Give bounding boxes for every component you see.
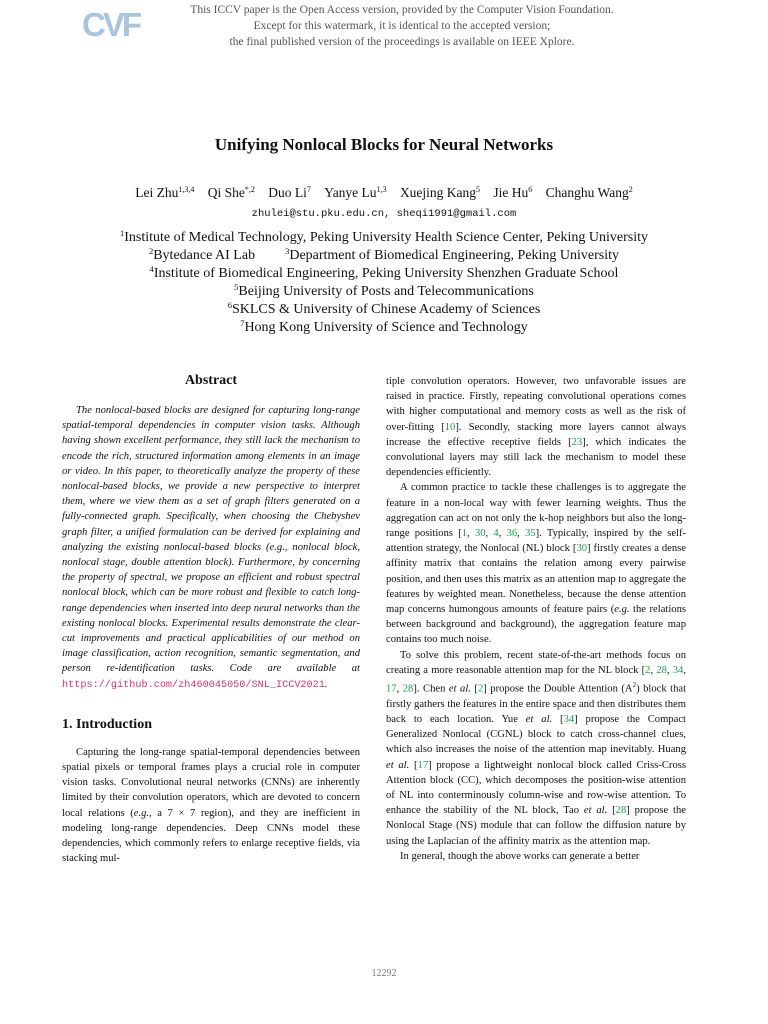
- affiliation: $^7$Hong Kong University of Science and Technology: [240, 318, 528, 335]
- citation-link[interactable]: 28: [656, 664, 667, 676]
- citation-link[interactable]: 28: [402, 683, 414, 695]
- intro-heading: 1. Introduction: [62, 716, 152, 732]
- author: Jie Hu$^6$: [493, 185, 533, 200]
- author: Lei Zhu$^{1,3,4}$: [135, 185, 195, 200]
- citation-link[interactable]: 17: [386, 683, 397, 695]
- notice-line: This ICCV paper is the Open Access version, provided by the Computer Vision Foundation.: [190, 4, 614, 16]
- left-column: [62, 373, 360, 866]
- citation-link[interactable]: 2: [645, 664, 651, 676]
- citation-link[interactable]: 36: [506, 528, 518, 540]
- author: Qi She$^{*,2}$: [207, 185, 255, 200]
- author: Yanye Lu$^{1,3}$: [324, 185, 387, 200]
- body-paragraph: tiple convolution operators. However, two unfavorable issues are raised in practice. Firstly, repeating convolutional operations comes with higher computational and memory costs as well as the risk of over-fitting [10]. Secondly, stacking more layers cannot always increase the effective receptive fields [23], which indicates the convolutional layers may still lack the mechanism to model these dependencies efficiently.: [386, 376, 686, 479]
- affiliation: $^6$SKLCS & University of Chinese Academy of Sciences: [227, 300, 541, 317]
- citation-link[interactable]: 1: [461, 528, 468, 540]
- affiliation: $^5$Beijing University of Posts and Telecommunications: [234, 282, 534, 299]
- page-number: 12292: [371, 968, 397, 979]
- code-link[interactable]: https://github.com/zh460045050/SNL_ICCV2021: [62, 679, 325, 691]
- citation-link[interactable]: 35: [525, 528, 536, 540]
- citation-link[interactable]: 10: [444, 421, 456, 433]
- abstract-heading: Abstract: [184, 373, 238, 388]
- svg-text:CVF: CVF: [82, 6, 139, 42]
- citation-link[interactable]: 4: [493, 528, 499, 540]
- notice-line: the final published version of the proceedings is available on IEEE Xplore.: [229, 36, 575, 48]
- citation-link[interactable]: 2: [477, 683, 484, 695]
- citation-link[interactable]: 34: [672, 664, 684, 676]
- author: Duo Li$^7$: [268, 185, 311, 200]
- citation-link[interactable]: 34: [563, 714, 575, 725]
- affiliation: $^2$Bytedance AI Lab $^3$Department of Biomedical Engineering, Peking University: [148, 246, 620, 263]
- abstract-text: The nonlocal-based blocks are designed for capturing long-range spatial-temporal dependencies in computer vision tasks. Although having shown excellent performance, they still lack the mechanism to encode the rich, structured information among elements in an image or video. In this paper, to theoretically analyze the property of these nonlocal-based blocks, we provide a new perspective to interpret them, where we view them as a set of graph filters generated on a fully-connected graph. Specifically, when choosing the Chebyshev graph filter, a unified formulation can be derived for explaining and analyzing the existing nonlocal-based blocks (e.g., nonlocal block, nonlocal stage, double attention block). Furthermore, by concerning the property of spectral, we propose an efficient and robust spectral nonlocal block, which can be more robust and flexible to catch long-range dependencies when inserted into deep neural networks than the existing nonlocal blocks. Experimental results demonstrate the clear-cut improvements and practical applicabilities of our method on image classification, action recognition, semantic segmentation, and person re-identification tasks. Code are available at https://github.com/zh460045050/SNL_ICCV2021.: [62, 405, 360, 691]
- affiliation: $^1$Institute of Medical Technology, Peking University Health Science Center, Peking University: [120, 228, 648, 245]
- notice-line: Except for this watermark, it is identical to the accepted version;: [253, 20, 551, 32]
- author: Xuejing Kang$^5$: [399, 185, 481, 200]
- affiliation: $^4$Institute of Biomedical Engineering, Peking University Shenzhen Graduate School: [149, 264, 619, 281]
- open-access-notice: [140, 2, 664, 50]
- paper-title: Unifying Nonlocal Blocks for Neural Networks: [214, 135, 554, 154]
- author-list: [0, 185, 768, 201]
- citation-link[interactable]: 17: [417, 759, 429, 771]
- body-paragraph: To solve this problem, recent state-of-the-art methods focus on creating a more reasonable attention map for the NL block [2, 28, 34, 17, 28]. Chen et al. [2] propose the Double Attention $(A^2)$ block that firstly gathers the features in the entire space and then distributes them back to each location. Yue et al. [34] propose the Compact Generalized Nonlocal (CGNL) block to catch cross-channel clues, which also increases the noise of the attention map inevitably. Huang et al. [17] propose a lightweight nonlocal block called Criss-Cross Attention block (CC), which decomposes the position-wise attention of NL into conterminously column-wise and row-wise attention. To enhance the stability of the NL block, Tao et al. [28] propose the Nonlocal Stage (NS) module that can follow the diffusion nature by using the Laplacian of the affinity matrix as the attention map.: [386, 649, 687, 847]
- author: Changhu Wang$^2$: [545, 185, 633, 200]
- citation-link[interactable]: 30: [576, 543, 588, 555]
- cvf-logo: [82, 6, 142, 42]
- body-paragraph: A common practice to tackle these challenges is to aggregate the feature in a non-local way with fewer learning weights. Thus the aggregation can act on not only the k-hop neighbors but also the long-range positions [1, 30, 4, 36, 35]. Typically, inspired by the self-attention strategy, the Nonlocal (NL) block [30] firstly creates a dense affinity matrix that contains the relation among every pairwise position, and then uses this matrix as an attention map to aggregate the features by weighted mean. Nonetheless, because the dense attention map concerns humongous amounts of feature pairs (e.g. the relations between background and background), the aggregation feature map contains too much noise.: [386, 482, 687, 646]
- citation-link[interactable]: 28: [615, 805, 627, 817]
- citation-link[interactable]: 30: [474, 528, 486, 540]
- body-paragraph: In general, though the above works can generate a better: [400, 850, 640, 862]
- right-column: [386, 374, 686, 864]
- citation-link[interactable]: 23: [571, 436, 583, 448]
- affiliations: [0, 229, 768, 337]
- intro-paragraph: Capturing the long-range spatial-temporal dependencies between spatial pixels or temporal frames plays a crucial role in computer vision tasks. Convolutional neural networks (CNNs) are inherently limited by their convolution operators, which are devoted to concern local relations (e.g., a 7 × 7 region), and they are inefficient in modeling long-range dependencies. Deep CNNs model these dependencies, which commonly refers to enlarge receptive fields, via stacking mul-: [62, 746, 361, 865]
- author-emails: zhulei@stu.pku.edu.cn, sheqi1991@gmail.com: [251, 208, 517, 220]
